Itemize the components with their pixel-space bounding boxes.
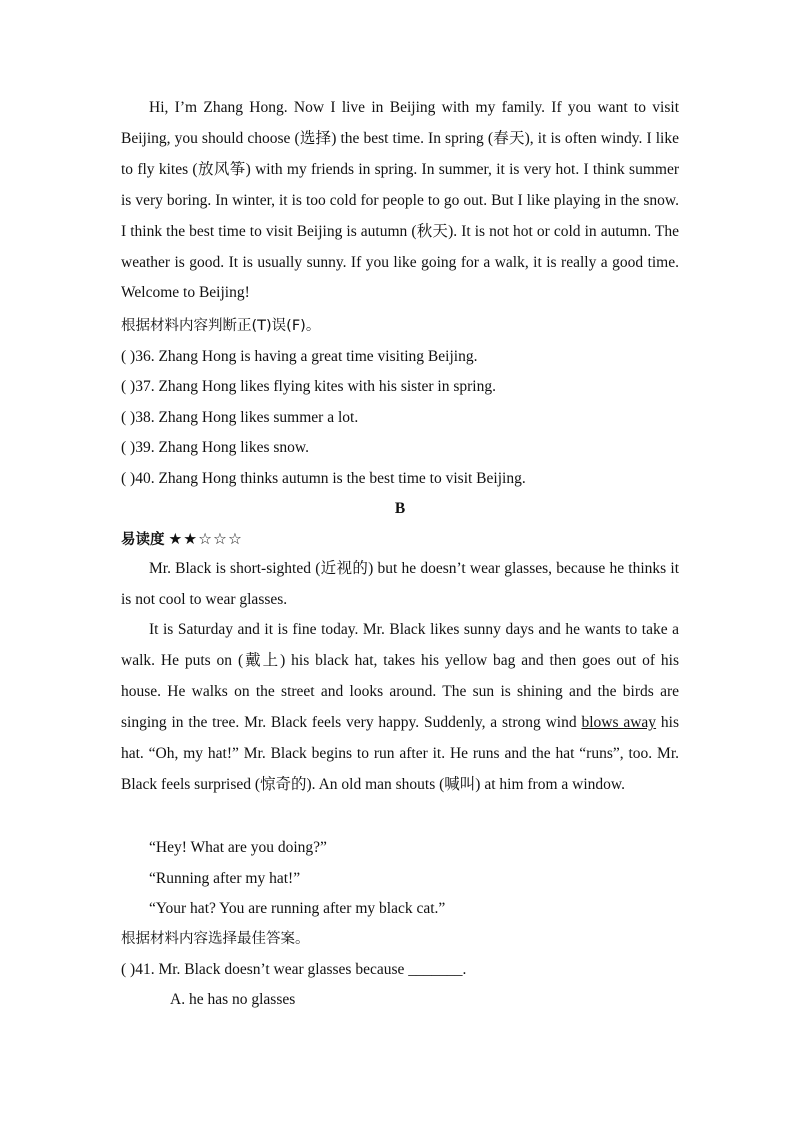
difficulty-row bbox=[121, 530, 243, 550]
question-41: ( )41. Mr. Black doesn’t wear glasses because _______. bbox=[121, 961, 467, 978]
passage-a-instruction: 根据材料内容判断正(T)误(F)。 bbox=[121, 318, 321, 334]
passage-b-paragraph-2 bbox=[121, 615, 679, 800]
question-41-option-a: A. he has no glasses bbox=[170, 991, 296, 1008]
section-b-instruction: 根据材料内容选择最佳答案。 bbox=[121, 931, 310, 947]
question-40: ( )40. Zhang Hong thinks autumn is the best time to visit Beijing. bbox=[121, 470, 526, 487]
dialogue-line-3: “Your hat? You are running after my black cat.” bbox=[149, 900, 446, 917]
question-37: ( )37. Zhang Hong likes flying kites with his sister in spring. bbox=[121, 378, 496, 395]
passage-b-paragraph-1: Mr. Black is short-sighted (近视的) but he doesn’t wear glasses, because he thinks it is not cool to wear glasses. bbox=[121, 560, 679, 608]
question-36: ( )36. Zhang Hong is having a great time visiting Beijing. bbox=[121, 348, 478, 365]
dialogue-line-2: “Running after my hat!” bbox=[149, 870, 301, 887]
question-38: ( )38. Zhang Hong likes summer a lot. bbox=[121, 409, 359, 426]
passage-b-p2-text-2: his hat. “Oh, my hat!” Mr. Black begins to run after it. He runs and the hat “runs”, too. Mr. Black feels surprised (惊奇的). An old man shouts (喊叫) at him from a window. bbox=[121, 713, 679, 793]
dialogue-line-1: “Hey! What are you doing?” bbox=[149, 839, 327, 856]
question-39: ( )39. Zhang Hong likes snow. bbox=[121, 439, 309, 456]
passage-b-p2-text-1: It is Saturday and it is fine today. Mr. Black likes sunny days and he wants to take a walk. He puts on (戴上) his black hat, takes his yellow bag and then goes out of his house. He walks on the street and looks around. The sun is shining and the birds are singing in the tree. Mr. Black feels very happy. Suddenly, a strong wind bbox=[121, 621, 679, 731]
difficulty-stars: ★★☆☆☆ bbox=[168, 531, 243, 548]
passage-a-paragraph: Hi, I’m Zhang Hong. Now I live in Beijing with my family. If you want to visit Beijing, you should choose (选择) the best time. In spring (春天), it is often windy. I like to fly kites (放风筝) with my friends in spring. In summer, it is very hot. I think summer is very boring. In winter, it is too cold for people to go out. But I like playing in the snow. I think the best time to visit Beijing is autumn (秋天). It is not hot or cold in autumn. The weather is good. It is usually sunny. If you like going for a walk, it is really a good time. Welcome to Beijing! bbox=[121, 99, 679, 302]
underlined-phrase: blows away bbox=[581, 713, 657, 731]
difficulty-label: 易读度 bbox=[121, 532, 165, 548]
section-b-heading: B bbox=[394, 500, 406, 517]
